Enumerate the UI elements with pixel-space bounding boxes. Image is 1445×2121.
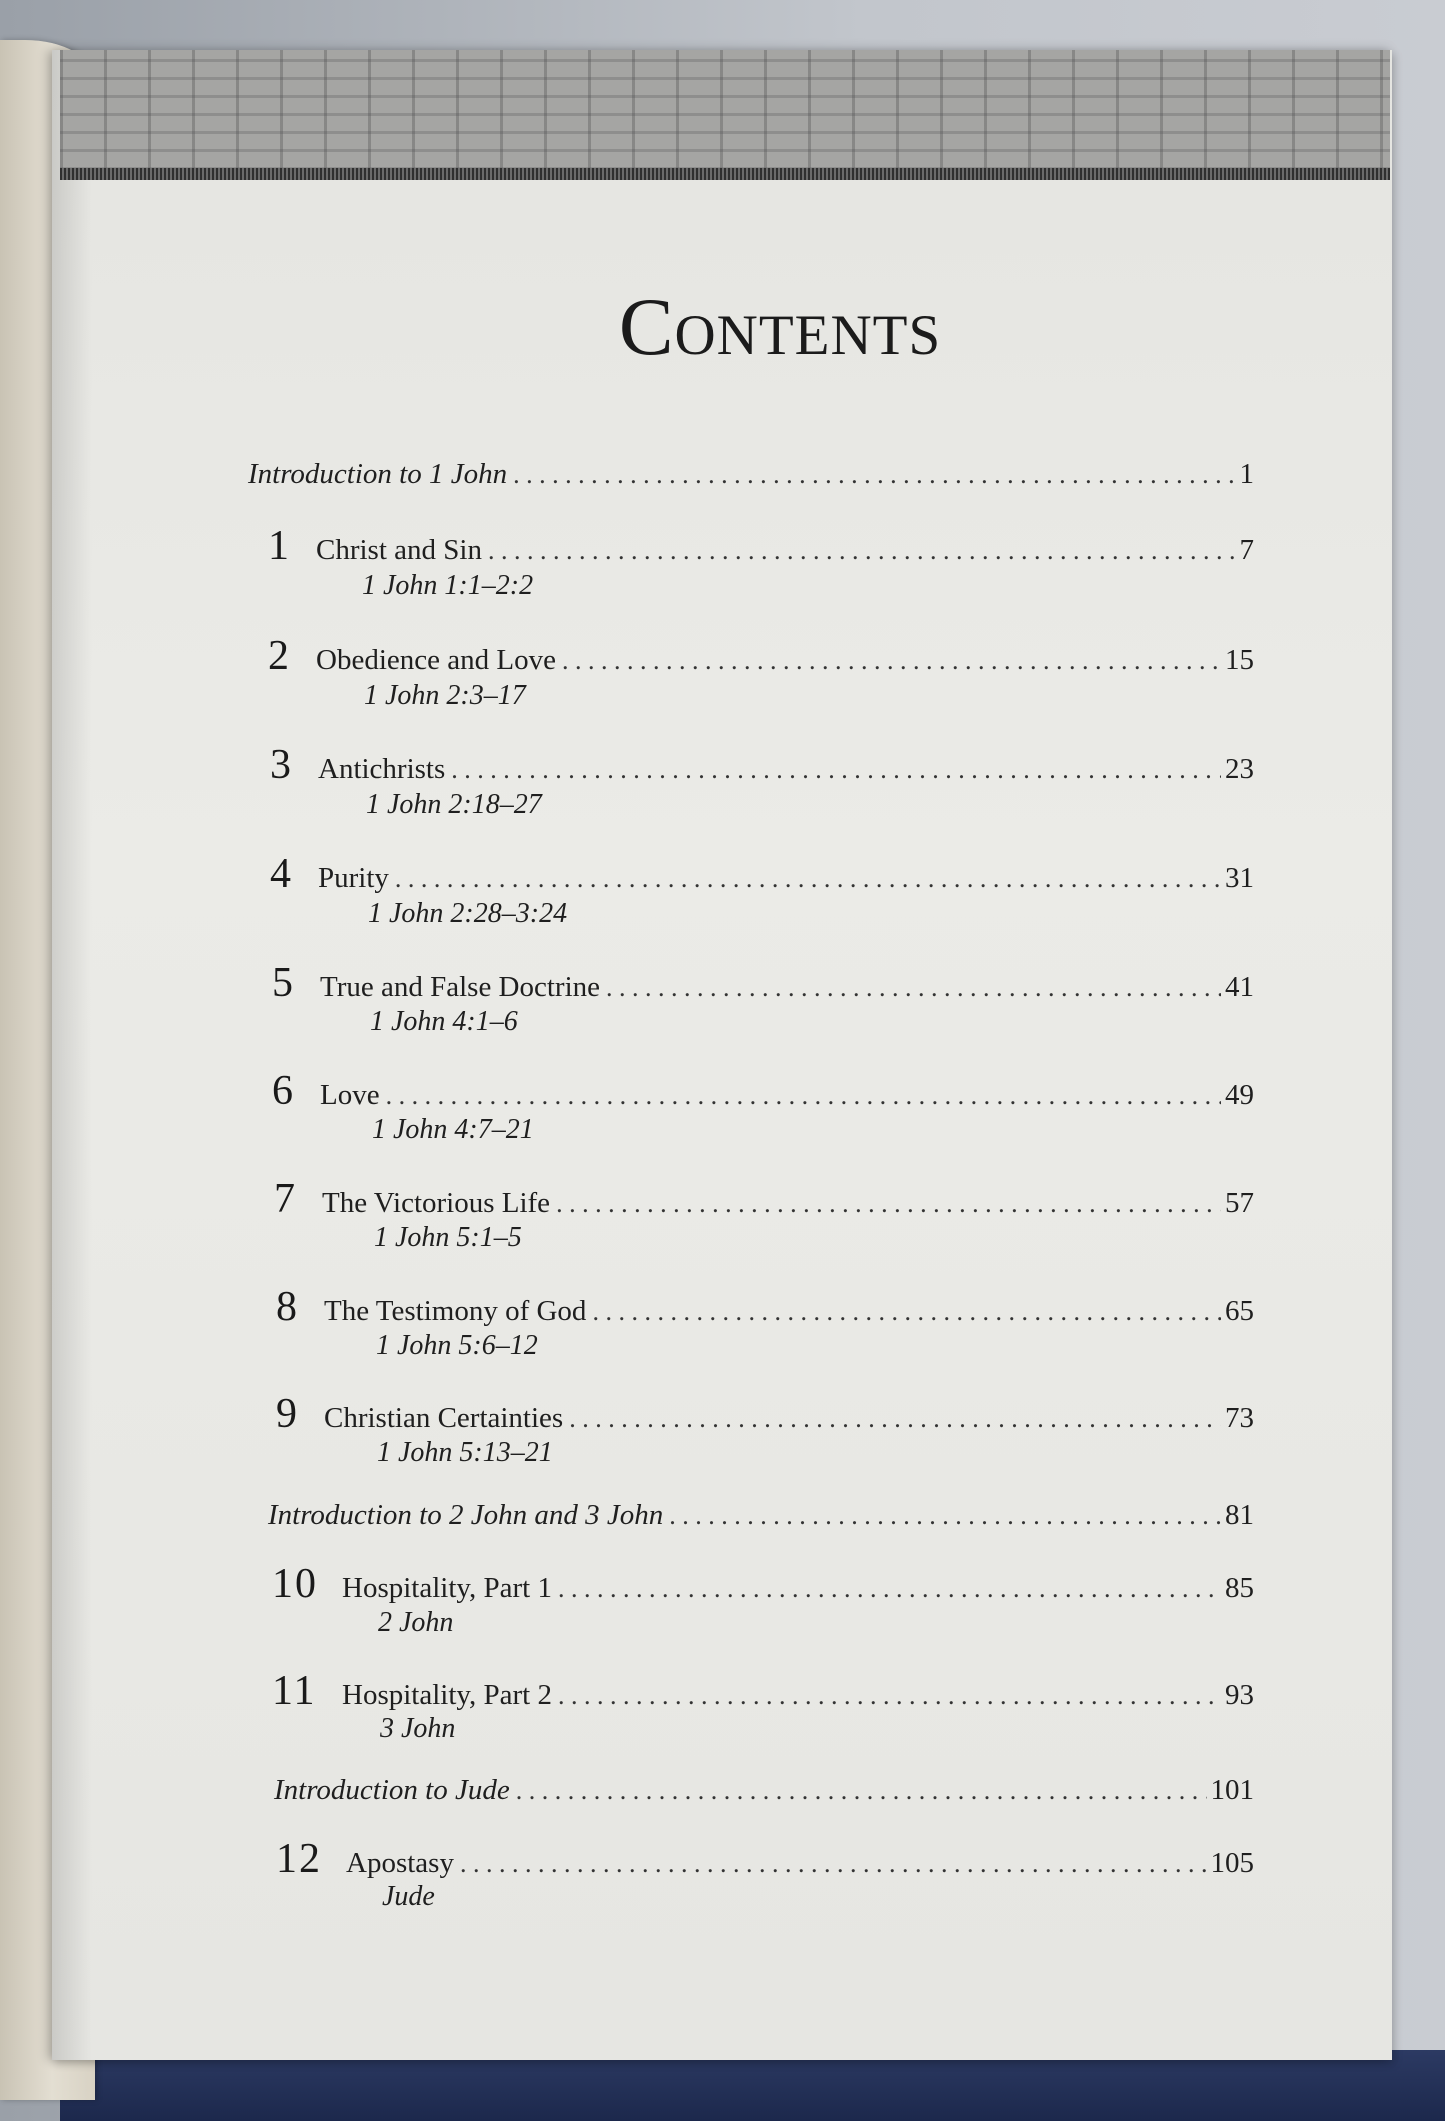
toc-intro-2-3-john[interactable] (268, 1499, 1254, 1532)
chapter-title: Purity (318, 862, 389, 894)
toc-chapter-8[interactable] (276, 1283, 1254, 1331)
chapter-title: Obedience and Love (316, 644, 556, 676)
toc-chapter-10[interactable] (272, 1560, 1254, 1608)
toc-entry-label: Introduction to 2 John and 3 John (268, 1499, 664, 1531)
toc-page-number: 105 (1210, 1847, 1254, 1879)
toc-chapter-4[interactable] (270, 850, 1254, 898)
dot-leader (556, 1189, 1221, 1219)
toc-page-number: 1 (1239, 458, 1254, 490)
scripture-reference: 1 John 5:6–12 (376, 1330, 538, 1361)
toc-entry-label: Introduction to Jude (274, 1774, 510, 1806)
dot-leader (460, 1849, 1207, 1879)
dot-leader (669, 1501, 1221, 1531)
dot-leader (562, 646, 1221, 676)
chapter-title: The Testimony of God (324, 1295, 587, 1327)
toc-chapter-3[interactable] (270, 741, 1254, 789)
dot-leader (569, 1404, 1221, 1434)
dot-leader (395, 864, 1221, 894)
scripture-reference: 1 John 2:3–17 (364, 680, 526, 711)
chapter-number: 5 (272, 960, 293, 1006)
toc-chapter-9[interactable] (276, 1390, 1254, 1438)
chapter-number: 1 (268, 523, 289, 569)
toc-intro-jude[interactable] (274, 1774, 1254, 1807)
scripture-reference: 1 John 2:18–27 (366, 789, 542, 820)
chapter-number: 4 (270, 851, 291, 897)
toc-page-number: 85 (1225, 1572, 1254, 1604)
toc-page-number: 73 (1225, 1402, 1254, 1434)
chapter-title: Hospitality, Part 2 (342, 1679, 552, 1711)
toc-chapter-1[interactable] (268, 522, 1254, 570)
page-title: Contents (618, 281, 942, 372)
toc-page-number: 81 (1225, 1499, 1254, 1531)
toc-chapter-6[interactable] (272, 1067, 1254, 1115)
chapter-number: 6 (272, 1068, 293, 1114)
dot-leader (451, 755, 1221, 785)
scripture-reference: 1 John 4:7–21 (372, 1114, 534, 1145)
chapter-title: Christ and Sin (316, 534, 482, 566)
chapter-title: Apostasy (346, 1847, 454, 1879)
toc-entry-label: Introduction to 1 John (248, 458, 508, 490)
toc-chapter-12[interactable] (276, 1835, 1254, 1883)
chapter-title: Antichrists (318, 753, 446, 785)
chapter-number: 11 (272, 1668, 317, 1714)
dot-leader (558, 1681, 1221, 1711)
chapter-number: 7 (274, 1176, 295, 1222)
dot-leader (558, 1574, 1221, 1604)
scripture-reference: 2 John (378, 1607, 454, 1638)
chapter-title: Christian Certainties (324, 1402, 564, 1434)
dot-leader (606, 973, 1221, 1003)
toc-page-number: 49 (1225, 1079, 1254, 1111)
chapter-number: 3 (270, 742, 291, 788)
toc-chapter-5[interactable] (272, 959, 1254, 1007)
toc-page-number: 31 (1225, 862, 1254, 894)
chapter-number: 12 (276, 1836, 322, 1882)
dot-leader (513, 460, 1235, 490)
toc-chapter-11[interactable] (272, 1667, 1254, 1715)
toc-page-number: 57 (1225, 1187, 1254, 1219)
toc-page-number: 65 (1225, 1295, 1254, 1327)
scripture-reference: 3 John (380, 1713, 456, 1744)
scripture-reference: 1 John 5:13–21 (377, 1437, 553, 1468)
toc-page-number: 93 (1225, 1679, 1254, 1711)
toc-chapter-2[interactable] (268, 632, 1254, 680)
chapter-title: Love (320, 1079, 380, 1111)
toc-chapter-7[interactable] (274, 1175, 1254, 1223)
chapter-title: True and False Doctrine (320, 971, 601, 1003)
dot-leader (516, 1776, 1207, 1806)
dot-leader (488, 536, 1236, 566)
toc-page-number: 15 (1225, 644, 1254, 676)
scripture-reference: 1 John 1:1–2:2 (362, 570, 534, 601)
toc-page-number: 101 (1210, 1774, 1254, 1806)
toc-page-number: 41 (1225, 971, 1254, 1003)
toc-page-number: 23 (1225, 753, 1254, 785)
scripture-reference: 1 John 5:1–5 (374, 1222, 522, 1253)
chapter-title: The Victorious Life (322, 1187, 551, 1219)
chapter-number: 2 (268, 633, 289, 679)
chapter-number: 8 (276, 1284, 297, 1330)
toc-intro-1-john[interactable] (248, 458, 1254, 491)
scripture-reference: 1 John 4:1–6 (370, 1006, 518, 1037)
scripture-reference: 1 John 2:28–3:24 (368, 898, 568, 929)
chapter-title: Hospitality, Part 1 (342, 1572, 552, 1604)
dot-leader (386, 1081, 1221, 1111)
scripture-reference: Jude (382, 1881, 435, 1912)
chapter-number: 10 (272, 1561, 318, 1607)
toc-page-number: 7 (1239, 534, 1254, 566)
dot-leader (592, 1297, 1221, 1327)
chapter-number: 9 (276, 1391, 297, 1437)
